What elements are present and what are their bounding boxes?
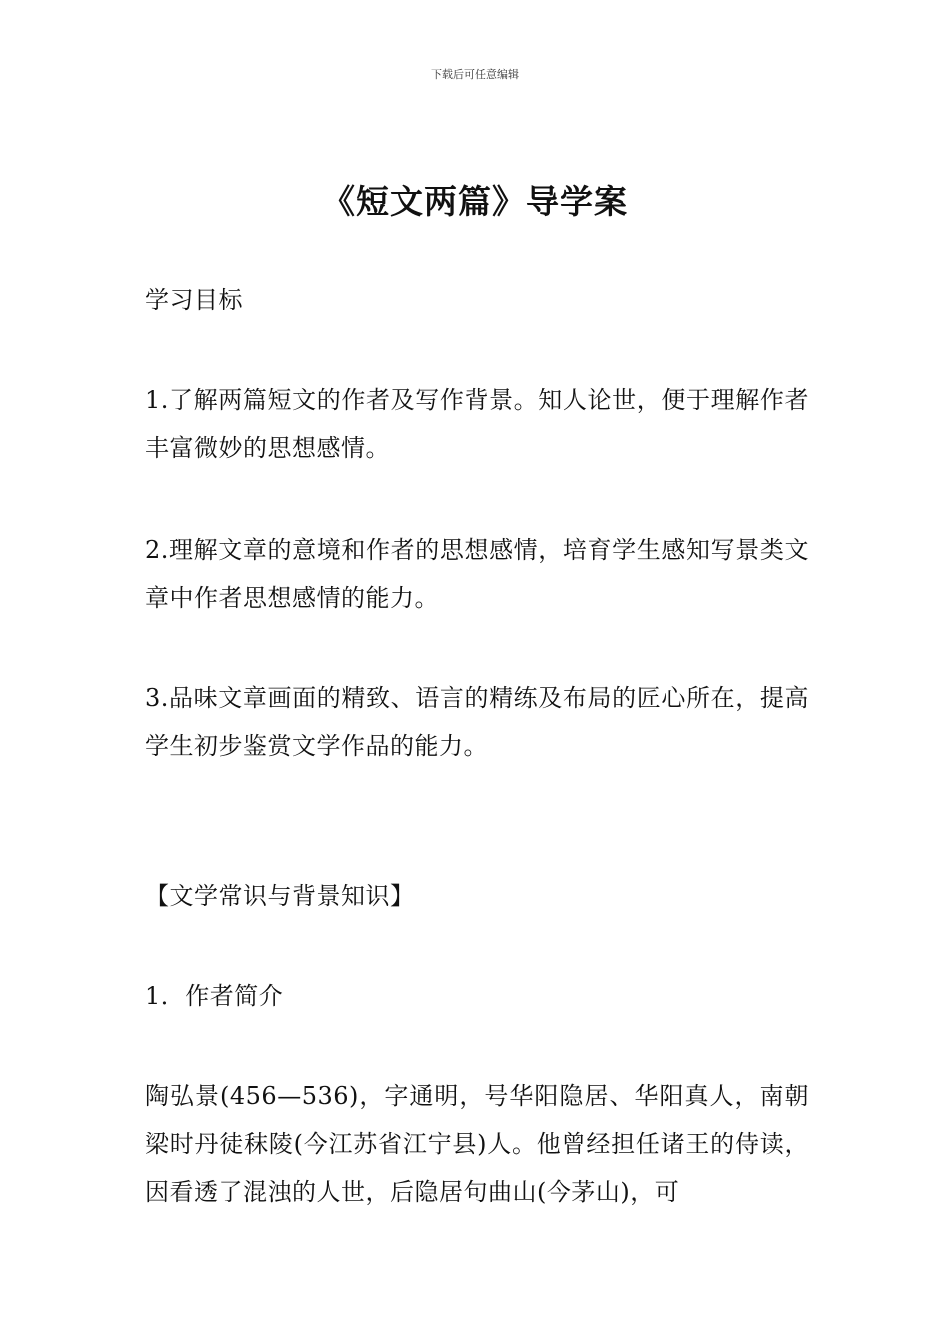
goal-item-3: 3.品味文章画面的精致、语言的精练及布局的匠心所在，提高学生初步鉴赏文学作品的能力。 <box>145 684 809 760</box>
document-title: 《短文两篇》导学案 <box>322 182 628 221</box>
author-bio: 陶弘景(456—536)，字通明，号华阳隐居、华阳真人，南朝梁时丹徒秣陵(今江苏省江宁县)人。他曾经担任诸王的侍读，因看透了混浊的人世，后隐居句曲山(今茅山)，可 <box>145 1082 809 1206</box>
goals-heading: 学习目标 <box>145 286 243 314</box>
header-note: 下载后可任意编辑 <box>431 68 519 81</box>
section-heading: 【文学常识与背景知识】 <box>145 882 415 910</box>
goal-item-1: 1.了解两篇短文的作者及写作背景。知人论世，便于理解作者丰富微妙的思想感情。 <box>145 386 809 462</box>
author-heading: 1．作者简介 <box>145 982 284 1010</box>
goal-item-2: 2.理解文章的意境和作者的思想感情，培育学生感知写景类文章中作者思想感情的能力。 <box>145 536 809 612</box>
